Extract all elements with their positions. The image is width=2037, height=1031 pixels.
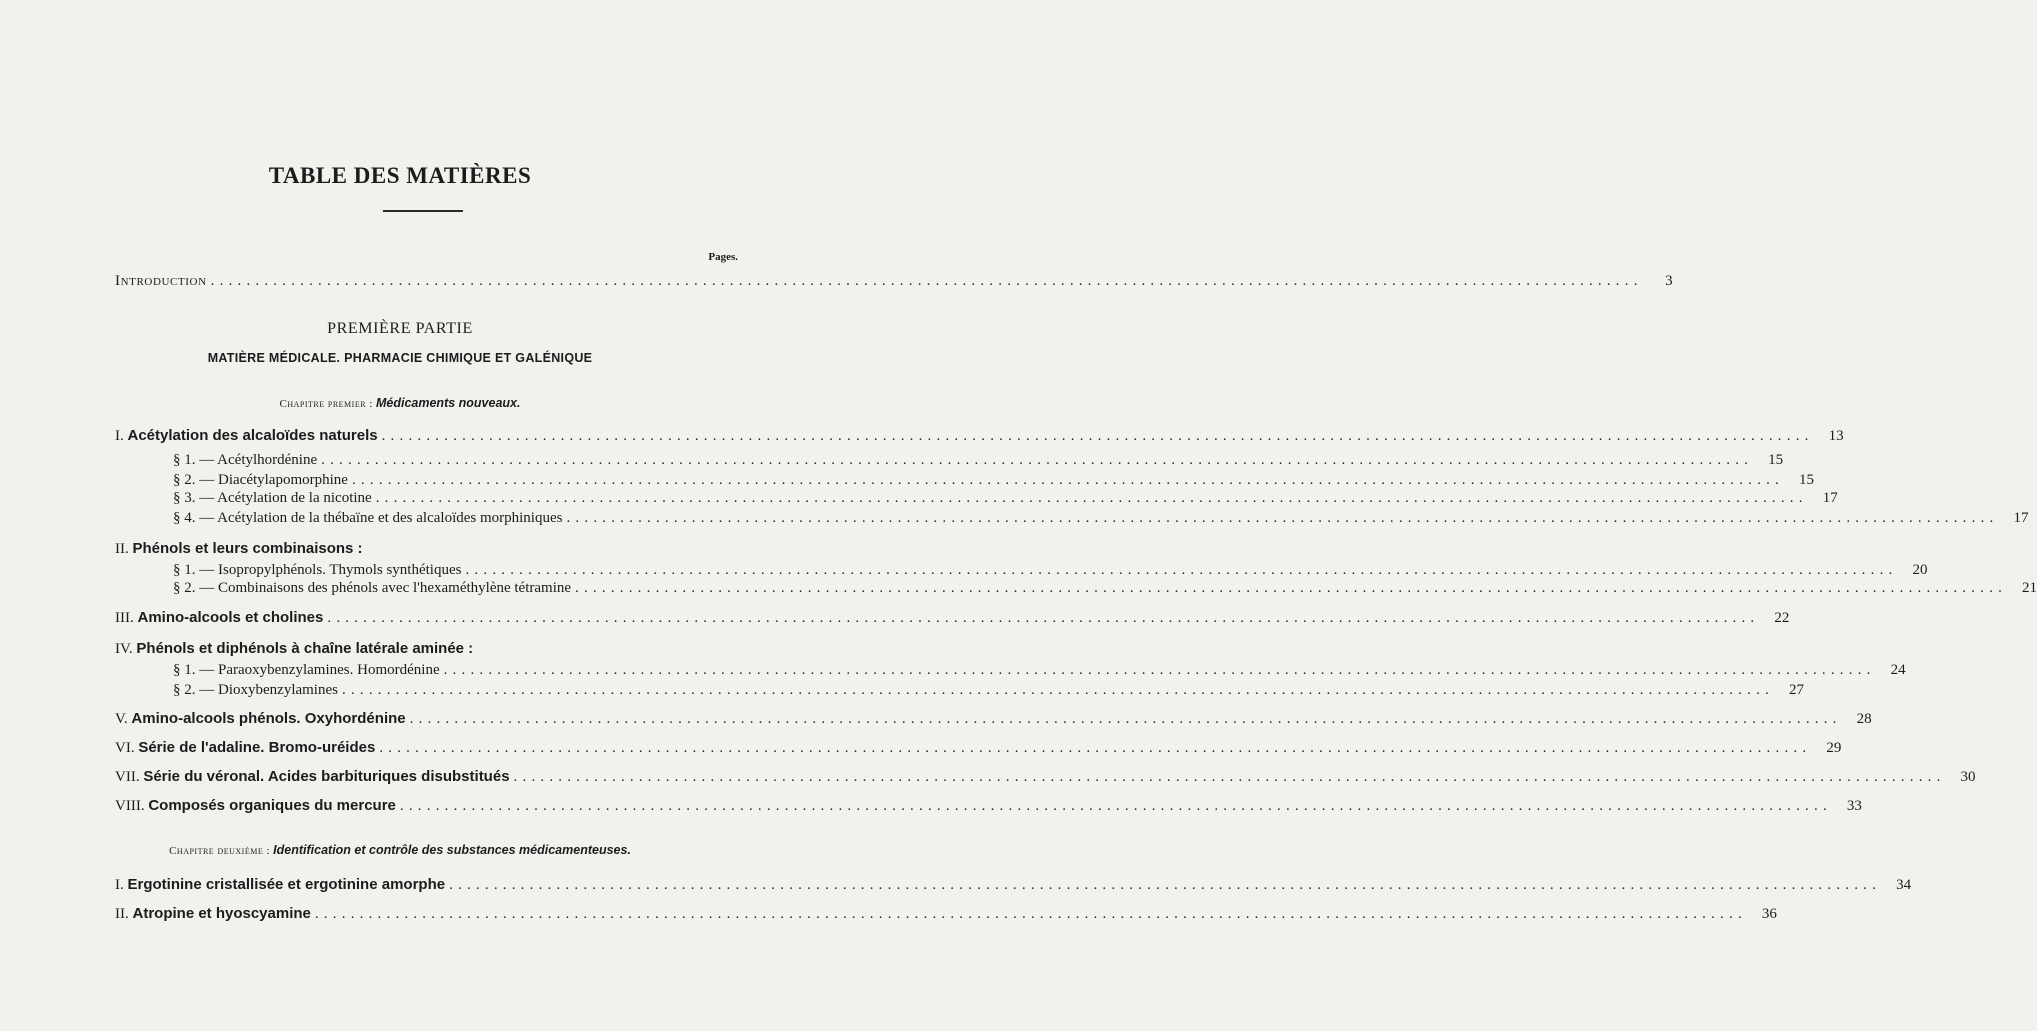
toc-subsection [173,472,1814,492]
toc-page-number: 27 [1788,682,1804,698]
toc-subsection [173,510,2029,530]
toc-subsection [173,580,2037,600]
chapter-heading-1 [0,396,800,411]
toc-entry-title: § 1. — Isopropylphénols. Thymols synthétiques [173,562,462,578]
toc-page-number: 17 [2013,510,2029,526]
chapter-heading-2 [0,843,800,858]
toc-entry-title: II. Atropine et hyoscyamine [115,905,311,922]
dot-leader: ................................................................................................................................................................ [321,452,1754,468]
toc-page-number: 20 [1912,562,1928,578]
toc-page-number: 28 [1856,711,1872,727]
toc-section-1 [115,427,1844,447]
toc-page-number: 13 [1828,428,1844,444]
dot-leader: ................................................................................................................................................................ [379,740,1812,756]
toc-entry-title: § 4. — Acétylation de la thébaïne et des alcaloïdes morphiniques [173,510,563,526]
toc-page-number: 15 [1768,452,1784,468]
toc-entry-title: VIII. Composés organiques du mercure [115,797,396,814]
toc-page-number: 30 [1960,769,1976,785]
dot-leader: ................................................................................................................................................................ [351,472,1784,488]
toc-subsection [173,682,1804,702]
toc-entry-title: § 3. — Acétylation de la nicotine [173,490,372,506]
toc-section-7 [115,768,1976,788]
toc-entry-title: § 2. — Diacétylapomorphine [173,472,348,488]
chapter-title: Identification et contrôle des substances médicamenteuses. [273,843,631,857]
toc-subsection [173,562,1928,582]
toc-section-3 [115,609,1790,629]
toc-page-number: 34 [1896,877,1912,893]
toc-entry-title: VI. Série de l'adaline. Bromo-uréides [115,739,376,756]
chapter-label: Chapitre deuxième : [169,845,271,857]
part-subtitle: MATIÈRE MÉDICALE. PHARMACIE CHIMIQUE ET GALÉNIQUE [207,351,593,365]
dot-leader: ................................................................................................................................................................ [375,490,1808,506]
toc-entry-introduction [115,273,1673,293]
toc-subsection [173,490,1838,510]
toc-entry-title: I. Ergotinine cristallisée et ergotinine amorphe [115,876,446,893]
toc-subsection [173,662,1906,682]
dot-leader: ................................................................................................................................................................ [210,273,1643,289]
toc-page-number: 17 [1822,490,1838,506]
toc-page-number: 36 [1761,906,1777,922]
toc-page-number: 22 [1774,610,1790,626]
toc-page-number: 33 [1846,798,1862,814]
toc-entry-title: Introduction [115,273,207,289]
chapter-label: Chapitre premier : [279,398,373,410]
dot-leader: ................................................................................................................................................................ [381,428,1814,444]
toc-entry-title: VII. Série du véronal. Acides barbituriques disubstitués [115,768,510,785]
dot-leader: ................................................................................................................................................................ [465,562,1898,578]
toc-entry-title: § 1. — Acétylhordénine [173,452,318,468]
toc-section-2: II. Phénols et leurs combinaisons : [115,540,363,557]
toc-entry-title: I. Acétylation des alcaloïdes naturels [115,427,378,444]
toc-page-number: 3 [1665,273,1673,289]
dot-leader: ................................................................................................................................................................ [443,662,1876,678]
toc-section-4: IV. Phénols et diphénols à chaîne latérale aminée : [115,640,474,657]
toc-section-8 [115,797,1862,817]
page-title: TABLE DES MATIÈRES [268,163,532,188]
toc-page-number: 21 [2022,580,2037,596]
toc-page-number: 29 [1826,740,1842,756]
dot-leader: ................................................................................................................................................................ [399,798,1832,814]
pages-column-label: Pages. [708,251,738,263]
toc-section-2-2 [115,905,1777,925]
dot-leader: ................................................................................................................................................................ [449,877,1882,893]
toc-entry-title: III. Amino-alcools et cholines [115,609,324,626]
toc-subsection [173,452,1784,472]
dot-leader: ................................................................................................................................................................ [341,682,1774,698]
toc-section-5 [115,710,1872,730]
dot-leader: ................................................................................................................................................................ [409,711,1842,727]
chapter-title: Médicaments nouveaux. [375,396,521,410]
dot-leader: ................................................................................................................................................................ [513,769,1946,785]
toc-section-6 [115,739,1842,759]
toc-entry-title: Phénols et leurs combinaisons : [132,540,363,557]
toc-entry-title: § 2. — Combinaisons des phénols avec l'hexaméthylène tétramine [173,580,572,596]
part-title: PREMIÈRE PARTIE [327,320,473,337]
dot-leader: ................................................................................................................................................................ [314,906,1747,922]
dot-leader: ................................................................................................................................................................ [566,510,1999,526]
dot-leader: ................................................................................................................................................................ [327,610,1760,626]
dot-leader: ................................................................................................................................................................ [575,580,2008,596]
title-rule [383,210,463,212]
toc-entry-title: Phénols et diphénols à chaîne latérale aminée : [136,640,474,657]
toc-section-2-1 [115,876,1912,896]
toc-entry-title: § 2. — Dioxybenzylamines [173,682,338,698]
toc-page-number: 15 [1798,472,1814,488]
toc-page-number: 24 [1890,662,1906,678]
toc-entry-title: V. Amino-alcools phénols. Oxyhordénine [115,710,406,727]
toc-entry-title: § 1. — Paraoxybenzylamines. Homordénine [173,662,440,678]
